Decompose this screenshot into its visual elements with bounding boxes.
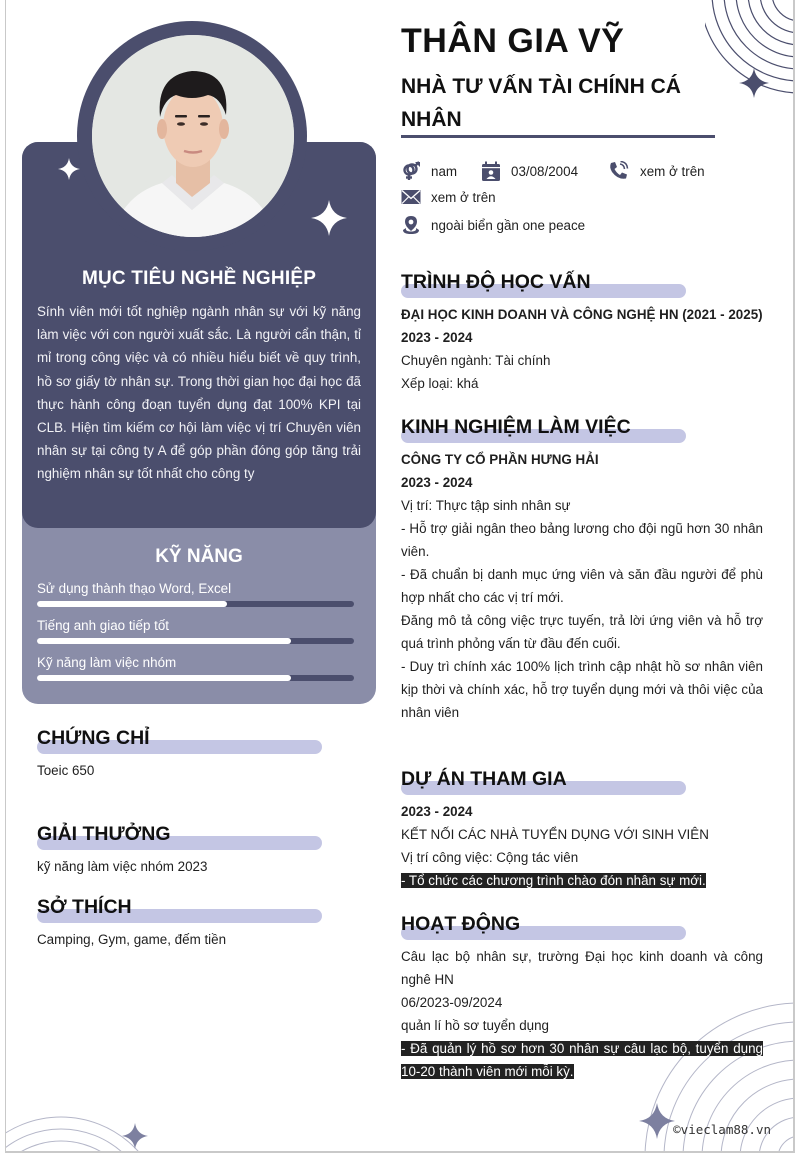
education-grade: Xếp loại: khá — [401, 376, 479, 391]
skill-item — [37, 617, 354, 644]
objective-heading: MỤC TIÊU NGHỀ NGHIỆP — [81, 268, 317, 289]
calendar-icon — [481, 161, 501, 181]
education-period: 2023 - 2024 — [401, 330, 473, 345]
location-pin-icon — [401, 215, 421, 235]
objective-text: Sính viên mới tốt nghiệp ngành nhân sự với kỹ năng làm việc với con người xuất sắc. Là người cẩn thận, tỉ mỉ trong công việc và có nhiều hiểu biết về quy trình, hồ sơ giấy tờ nhân sự. Trong thời gian học đại học đã thực hành công đoạn tuyển dụng đạt 100% KPI tại CLB. Hiện tìm kiếm cơ hội làm việc vị trí Chuyên viên nhân sự tại công ty A để góp phần đóng góp tăng trải nghiệm nhân sự tốt nhất cho công ty — [37, 304, 361, 482]
activity-org: Câu lạc bộ nhân sự, trường Đại học kinh doanh và công nghê HN — [401, 949, 763, 987]
experience-position: Vị trí: Thực tập sinh nhân sự — [401, 498, 571, 513]
sparkle-icon — [58, 157, 80, 181]
contact-email — [401, 188, 496, 206]
birthday-value: 03/08/2004 — [511, 163, 579, 179]
project-period: 2023 - 2024 — [401, 804, 473, 819]
skill-bar-track — [37, 638, 354, 644]
job-title: NHÀ TƯ VẤN TÀI CHÍNH CÁ NHÂN — [401, 75, 681, 131]
sparkle-icon — [122, 1123, 148, 1149]
experience-duty: Đăng mô tả công việc trực tuyến, trả lời ứng viên và hỗ trợ quá trình phỏng vấn từ đầu đến cuối. — [401, 613, 763, 651]
experience-duty: - Hỗ trợ giải ngân theo bảng lương cho đội ngũ hơn 30 nhân viên. — [401, 521, 763, 559]
contact-birthday — [481, 161, 578, 181]
skill-bar-fill — [37, 638, 291, 644]
address-value: ngoài biển gần one peace — [431, 217, 586, 233]
education-major: Chuyên ngành: Tài chính — [401, 353, 551, 368]
skill-bar-fill — [37, 601, 227, 607]
project-details — [401, 800, 765, 892]
skill-item — [37, 580, 354, 607]
activity-period: 06/2023-09/2024 — [401, 995, 503, 1010]
skill-bar-track — [37, 675, 354, 681]
activity-detail: - Đã quản lý hồ sơ hơn 30 nhân sự câu lạc bộ, tuyển dụng 10-20 thành viên mới mỗi kỳ. — [401, 1041, 763, 1079]
sparkle-icon — [311, 199, 347, 237]
activity-details — [401, 945, 763, 1083]
school-name: ĐẠI HỌC KINH DOANH VÀ CÔNG NGHỆ HN (2021 - 2025) — [401, 307, 763, 322]
contact-phone — [608, 161, 705, 181]
watermark: ©vieclam88.vn — [673, 1122, 771, 1137]
cv-page — [5, 0, 795, 1153]
section-title: SỞ THÍCH — [37, 896, 132, 918]
skill-bar-fill — [37, 675, 291, 681]
skill-label: Sử dụng thành thạo Word, Excel — [37, 581, 232, 596]
award-item: kỹ năng làm việc nhóm 2023 — [37, 859, 208, 874]
skills-heading: KỸ NĂNG — [155, 546, 243, 567]
mail-icon — [401, 188, 421, 206]
project-name: KẾT NỐI CÁC NHÀ TUYỂN DỤNG VỚI SINH VIÊN — [401, 827, 709, 842]
hobbies-text: Camping, Gym, game, đếm tiền — [37, 932, 227, 947]
gender-value: nam — [431, 163, 458, 179]
skill-label: Kỹ năng làm việc nhóm — [37, 655, 177, 670]
gender-icon — [401, 161, 421, 181]
section-title: HOẠT ĐỘNG — [401, 913, 521, 935]
email-value: xem ở trên — [431, 189, 496, 205]
header-divider — [401, 135, 715, 138]
phone-value: xem ở trên — [640, 163, 705, 179]
contact-address — [401, 215, 585, 235]
experience-details — [401, 448, 763, 724]
avatar — [92, 35, 294, 237]
candidate-name: THÂN GIA VỸ — [401, 22, 625, 60]
experience-period: 2023 - 2024 — [401, 475, 473, 490]
section-title: CHỨNG CHỈ — [37, 727, 150, 749]
sparkle-icon — [639, 1103, 675, 1139]
activity-role: quản lí hồ sơ tuyển dụng — [401, 1018, 550, 1033]
section-title: DỰ ÁN THAM GIA — [401, 768, 567, 790]
experience-duty: - Đã chuẩn bị danh mục ứng viên và săn đầu người để phù hợp nhất cho các vị trí mới. — [401, 567, 763, 605]
project-role: Vị trí công việc: Cộng tác viên — [401, 850, 579, 865]
certificate-item: Toeic 650 — [37, 763, 95, 778]
skill-bar-track — [37, 601, 354, 607]
sparkle-icon — [739, 68, 769, 98]
skill-item — [37, 654, 354, 681]
project-detail: - Tổ chức các chương trình chào đón nhân sự mới. — [401, 873, 706, 888]
experience-duty: - Duy trì chính xác 100% lịch trình cập nhật hồ sơ nhân viên kịp thời và chính xác, hỗ trợ tuyển dụng mới và thôi việc của nhân viên — [401, 659, 763, 720]
phone-icon — [608, 161, 630, 181]
section-title: TRÌNH ĐỘ HỌC VẤN — [401, 271, 591, 293]
company-name: CÔNG TY CỔ PHẦN HƯNG HẢI — [401, 452, 599, 467]
section-title: GIẢI THƯỞNG — [37, 823, 171, 845]
education-details — [401, 303, 765, 395]
section-title: KINH NGHIỆM LÀM VIỆC — [401, 416, 631, 438]
avatar-photo — [92, 35, 294, 237]
skill-label: Tiếng anh giao tiếp tốt — [37, 618, 170, 633]
contact-gender — [401, 161, 457, 181]
